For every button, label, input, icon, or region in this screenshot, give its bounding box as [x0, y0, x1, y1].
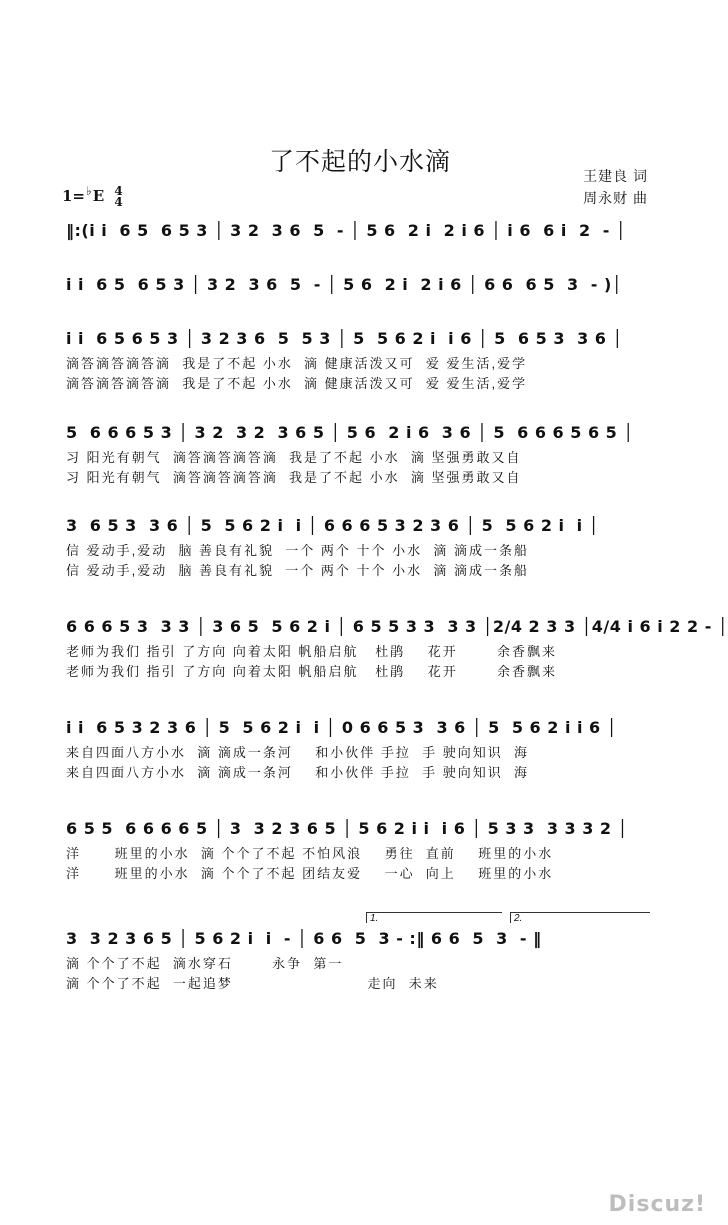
notation-line: i i 6 5 6 5 3 │ 3 2 3 6 5 - │ 5 6 2 i 2 i 6 │ 6 6 6 5 3 - )│: [66, 275, 622, 294]
lyric-verse-1: 洋 班里的小水 滴 个个了不起 不怕风浪 勇往 直前 班里的小水: [66, 846, 554, 861]
discuz-watermark: Discuz!: [608, 1192, 706, 1217]
lyricist-credit: 王建良 词: [583, 168, 648, 184]
lyric-verse-1: 习 阳光有朝气 滴答滴答滴答滴 我是了不起 小水 滴 坚强勇敢又自: [66, 450, 522, 465]
time-signature: [114, 186, 122, 208]
notation-line: ‖:(i i 6 5 6 5 3 │ 3 2 3 6 5 - │ 5 6 2 i 2 i 6 │ i 6 6 i 2 - │: [66, 221, 627, 240]
lyric-verse-1: 滴答滴答滴答滴 我是了不起 小水 滴 健康活泼又可 爱 爱生活,爱学: [66, 356, 528, 371]
lyric-verse-2: 滴 个个了不起 一起追梦 走向 未来: [66, 976, 439, 991]
notation-line: 5 6 6 6 5 3 │ 3 2 3 2 3 6 5 │ 5 6 2 i 6 3 6 │ 5 6 6 6 5 6 5 │: [66, 423, 634, 442]
lyric-verse-2: 滴答滴答滴答滴 我是了不起 小水 滴 健康活泼又可 爱 爱生活,爱学: [66, 376, 528, 391]
lyric-verse-2: 来自四面八方小水 滴 滴成一条河 和小伙伴 手拉 手 驶向知识 海: [66, 765, 529, 780]
time-top: 4: [114, 184, 123, 198]
lyric-verse-1: 滴 个个了不起 滴水穿石 永争 第一: [66, 956, 344, 971]
key-note: E: [92, 187, 105, 205]
lyric-verse-1: 来自四面八方小水 滴 滴成一条河 和小伙伴 手拉 手 驶向知识 海: [66, 745, 529, 760]
lyric-verse-2: 习 阳光有朝气 滴答滴答滴答滴 我是了不起 小水 滴 坚强勇敢又自: [66, 470, 522, 485]
notation-line: i i 6 5 6 5 3 │ 3 2 3 6 5 5 3 │ 5 5 6 2 i i 6 │ 5 6 5 3 3 6 │: [66, 329, 623, 348]
notation-line: 6 6 6 5 3 3 3 │ 3 6 5 5 6 2 i │ 6 5 5 3 3 3 3 │2/4 2 3 3 │4/4 i 6 i 2 2 - │: [66, 617, 728, 636]
lyric-verse-2: 信 爱动手,爱动 脑 善良有礼貌 一个 两个 十个 小水 滴 滴成一条船: [66, 563, 529, 578]
composer-credit: 周永财 曲: [583, 190, 648, 206]
notation-line: i i 6 5 3 2 3 6 │ 5 5 6 2 i i │ 0 6 6 5 3 3 6 │ 5 5 6 2 i i 6 │: [66, 718, 617, 737]
flat-symbol: ♭: [86, 184, 92, 198]
notation-line: 3 3 2 3 6 5 │ 5 6 2 i i - │ 6 6 5 3 - :‖ 6 6 5 3 - ‖: [66, 929, 542, 948]
lyric-verse-1: 老师为我们 指引 了方向 向着太阳 帆船启航 杜鹃 花开 余香飘来: [66, 644, 558, 659]
key-prefix: 1=: [62, 187, 86, 205]
first-ending-bracket: 1.: [366, 912, 502, 923]
notation-line: 3 6 5 3 3 6 │ 5 5 6 2 i i │ 6 6 6 5 3 2 3 6 │ 5 5 6 2 i i │: [66, 516, 599, 535]
notation-line: 6 5 5 6 6 6 6 5 │ 3 3 2 3 6 5 │ 5 6 2 i i i 6 │ 5 3 3 3 3 3 2 │: [66, 819, 628, 838]
second-ending-bracket: 2.: [510, 912, 650, 923]
lyric-verse-2: 洋 班里的小水 滴 个个了不起 团结友爱 一心 向上 班里的小水: [66, 866, 554, 881]
time-bottom: 4: [114, 195, 123, 209]
song-title: 了不起的小水滴: [268, 148, 451, 176]
key-signature: [62, 186, 123, 208]
lyric-verse-1: 信 爱动手,爱动 脑 善良有礼貌 一个 两个 十个 小水 滴 滴成一条船: [66, 543, 529, 558]
lyric-verse-2: 老师为我们 指引 了方向 向着太阳 帆船启航 杜鹃 花开 余香飘来: [66, 664, 558, 679]
